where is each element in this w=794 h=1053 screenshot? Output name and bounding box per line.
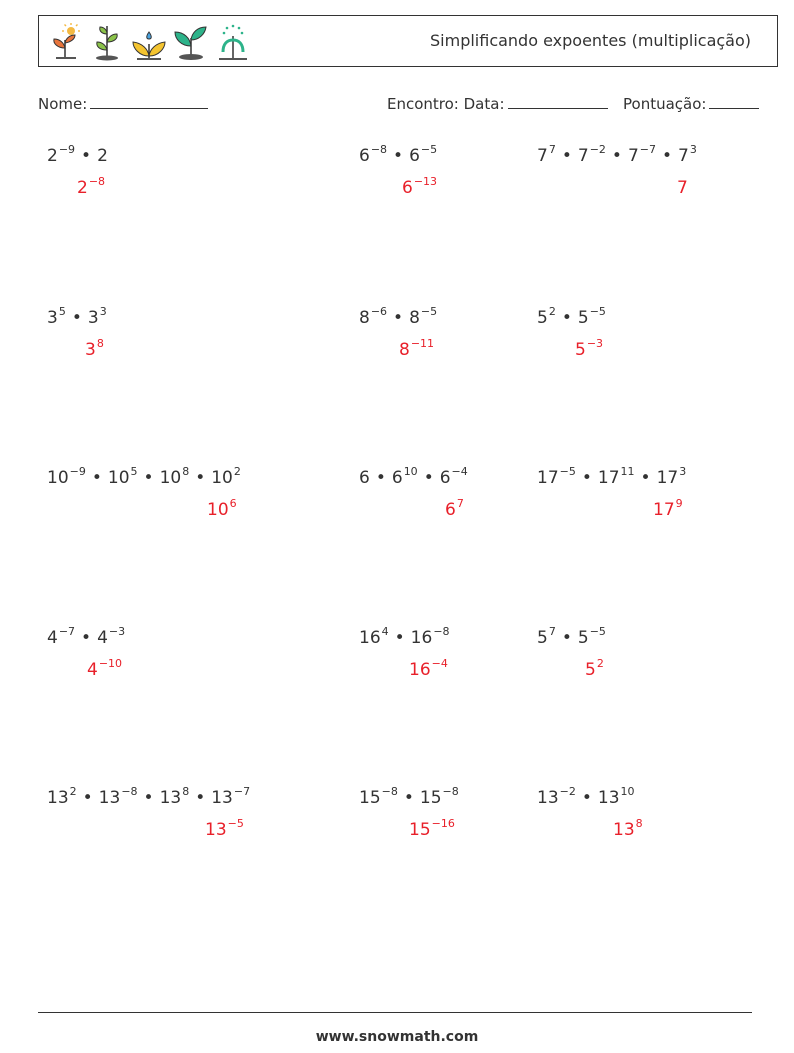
base: 2 <box>47 146 58 166</box>
base: 13 <box>537 788 559 808</box>
exponent: 7 <box>548 143 556 156</box>
watering-can-plant-icon <box>213 22 253 62</box>
base: 13 <box>613 820 635 840</box>
base: 7 <box>627 146 639 166</box>
answer-expression <box>402 175 438 198</box>
exponent: −8 <box>433 625 450 638</box>
base: 17 <box>653 500 675 520</box>
base: 2 <box>97 146 108 166</box>
multiply-dot: • <box>581 468 592 488</box>
exponent: −5 <box>420 305 438 318</box>
multiply-dot: • <box>393 146 404 166</box>
base: 4 <box>47 628 58 648</box>
answer-expression <box>409 657 448 680</box>
worksheet-header <box>38 15 778 67</box>
base: 15 <box>419 788 442 808</box>
base: 7 <box>678 146 689 166</box>
plant-icons <box>45 22 253 62</box>
base: 10 <box>207 500 229 520</box>
base: 7 <box>677 178 688 198</box>
name-label: Nome: <box>38 95 88 113</box>
answer-expression <box>585 657 604 680</box>
exponent: 9 <box>675 497 683 510</box>
score-label: Pontuação: <box>623 95 707 113</box>
multiply-dot: • <box>581 788 592 808</box>
base: 10 <box>107 468 130 488</box>
exponent: 3 <box>679 465 687 478</box>
base: 6 <box>391 468 403 488</box>
worksheet-title: Simplificando expoentes (multiplicação) <box>430 31 751 50</box>
base: 7 <box>537 146 548 166</box>
base: 6 <box>359 146 370 166</box>
exponent: −2 <box>589 143 606 156</box>
problem-expression <box>359 465 468 488</box>
problem-expression <box>537 465 687 488</box>
base: 3 <box>87 308 99 328</box>
base: 10 <box>47 468 69 488</box>
exponent: 10 <box>403 465 418 478</box>
multiply-dot: • <box>561 628 572 648</box>
base: 13 <box>597 788 620 808</box>
exponent: −16 <box>431 817 455 830</box>
exponent: −8 <box>442 785 459 798</box>
multiply-dot: • <box>81 628 92 648</box>
answer-expression <box>207 497 237 520</box>
exponent: −13 <box>413 175 438 188</box>
exponent: −8 <box>370 143 388 156</box>
base: 13 <box>159 788 182 808</box>
problem-expression <box>537 143 697 166</box>
base: 6 <box>359 468 370 488</box>
base: 3 <box>47 308 58 328</box>
base: 5 <box>585 660 596 680</box>
score-field[interactable] <box>623 94 759 113</box>
exponent: 2 <box>69 785 77 798</box>
date-label: Encontro: Data: <box>387 95 505 113</box>
exponent: −2 <box>559 785 576 798</box>
answer-expression <box>87 657 123 680</box>
answer-expression <box>77 175 106 198</box>
base: 10 <box>159 468 182 488</box>
answer-expression <box>409 817 455 840</box>
seedling-icon <box>171 22 211 62</box>
date-field[interactable] <box>387 94 608 113</box>
exponent: 3 <box>689 143 697 156</box>
base: 5 <box>577 628 589 648</box>
exponent: −10 <box>98 657 123 670</box>
footer-url: www.snowmath.com <box>315 1029 479 1045</box>
base: 13 <box>98 788 121 808</box>
exponent: −11 <box>410 337 435 350</box>
multiply-dot: • <box>423 468 434 488</box>
exponent: 7 <box>548 625 556 638</box>
exponent: −3 <box>108 625 126 638</box>
exponent: −7 <box>233 785 251 798</box>
multiply-dot: • <box>661 146 673 166</box>
problem-expression <box>47 785 251 808</box>
base: 4 <box>87 660 98 680</box>
exponent: −8 <box>381 785 398 798</box>
problem-expression <box>359 305 438 328</box>
multiply-dot: • <box>81 146 92 166</box>
exponent: 8 <box>182 785 190 798</box>
base: 5 <box>537 308 548 328</box>
multiply-dot: • <box>375 468 386 488</box>
multiply-dot: • <box>71 308 82 328</box>
footer-divider <box>38 1012 752 1013</box>
exponent: 5 <box>58 305 66 318</box>
sun-sprout-icon <box>45 22 85 62</box>
watering-drop-plant-icon <box>129 22 169 62</box>
multiply-dot: • <box>82 788 93 808</box>
exponent: −7 <box>58 625 76 638</box>
base: 7 <box>577 146 589 166</box>
exponent: 2 <box>233 465 241 478</box>
base: 17 <box>656 468 679 488</box>
problem-expression <box>537 305 606 328</box>
problem-expression <box>47 143 108 166</box>
exponent: 8 <box>182 465 190 478</box>
multiply-dot: • <box>611 146 622 166</box>
answer-expression <box>85 337 104 360</box>
exponent: −8 <box>88 175 106 188</box>
base: 6 <box>409 146 420 166</box>
base: 17 <box>597 468 620 488</box>
base: 2 <box>77 178 88 198</box>
base: 8 <box>359 308 370 328</box>
multiply-dot: • <box>195 468 206 488</box>
answer-expression <box>399 337 435 360</box>
multiply-dot: • <box>393 308 404 328</box>
exponent: 6 <box>229 497 237 510</box>
exponent: 7 <box>456 497 464 510</box>
exponent: −9 <box>69 465 86 478</box>
score-blank-line[interactable] <box>709 94 759 109</box>
answer-expression <box>677 178 688 198</box>
base: 8 <box>399 340 410 360</box>
exponent: −5 <box>589 305 606 318</box>
multiply-dot: • <box>561 308 572 328</box>
exponent: −4 <box>431 657 448 670</box>
exponent: −6 <box>370 305 388 318</box>
multiply-dot: • <box>640 468 651 488</box>
exponent: −5 <box>227 817 244 830</box>
exponent: −3 <box>586 337 604 350</box>
exponent: −5 <box>589 625 606 638</box>
base: 13 <box>205 820 227 840</box>
date-blank-line[interactable] <box>508 94 608 109</box>
base: 5 <box>577 308 589 328</box>
base: 15 <box>359 788 381 808</box>
multiply-dot: • <box>91 468 102 488</box>
base: 16 <box>359 628 381 648</box>
answer-expression <box>445 497 464 520</box>
problem-expression <box>47 305 107 328</box>
base: 8 <box>409 308 420 328</box>
base: 15 <box>409 820 431 840</box>
problem-expression <box>537 625 606 648</box>
base: 4 <box>97 628 108 648</box>
exponent: −5 <box>420 143 438 156</box>
tall-plant-icon <box>87 22 127 62</box>
exponent: −9 <box>58 143 76 156</box>
base: 13 <box>211 788 233 808</box>
exponent: −7 <box>639 143 656 156</box>
multiply-dot: • <box>403 788 414 808</box>
multiply-dot: • <box>195 788 206 808</box>
exponent: 2 <box>548 305 556 318</box>
problem-expression <box>537 785 635 808</box>
base: 6 <box>439 468 451 488</box>
problem-expression <box>47 465 241 488</box>
exponent: 11 <box>620 465 635 478</box>
exponent: 8 <box>635 817 643 830</box>
base: 16 <box>409 660 431 680</box>
exponent: −4 <box>451 465 468 478</box>
base: 13 <box>47 788 69 808</box>
base: 5 <box>575 340 586 360</box>
exponent: 3 <box>99 305 107 318</box>
exponent: 4 <box>381 625 389 638</box>
exponent: 10 <box>620 785 635 798</box>
exponent: 5 <box>130 465 138 478</box>
base: 3 <box>85 340 96 360</box>
multiply-dot: • <box>143 468 154 488</box>
base: 6 <box>402 178 413 198</box>
multiply-dot: • <box>394 628 405 648</box>
name-field[interactable] <box>38 94 208 113</box>
base: 16 <box>410 628 433 648</box>
exponent: 8 <box>96 337 104 350</box>
exponent: −8 <box>121 785 138 798</box>
problem-expression <box>47 625 126 648</box>
base: 5 <box>537 628 548 648</box>
exponent: −5 <box>559 465 576 478</box>
multiply-dot: • <box>143 788 154 808</box>
answer-expression <box>653 497 683 520</box>
base: 17 <box>537 468 559 488</box>
base: 6 <box>445 500 456 520</box>
problem-expression <box>359 785 459 808</box>
name-blank-line[interactable] <box>90 94 208 109</box>
answer-expression <box>205 817 244 840</box>
problem-expression <box>359 143 438 166</box>
problem-expression <box>359 625 450 648</box>
base: 10 <box>211 468 233 488</box>
multiply-dot: • <box>561 146 572 166</box>
answer-expression <box>613 817 643 840</box>
exponent: 2 <box>596 657 604 670</box>
answer-expression <box>575 337 604 360</box>
